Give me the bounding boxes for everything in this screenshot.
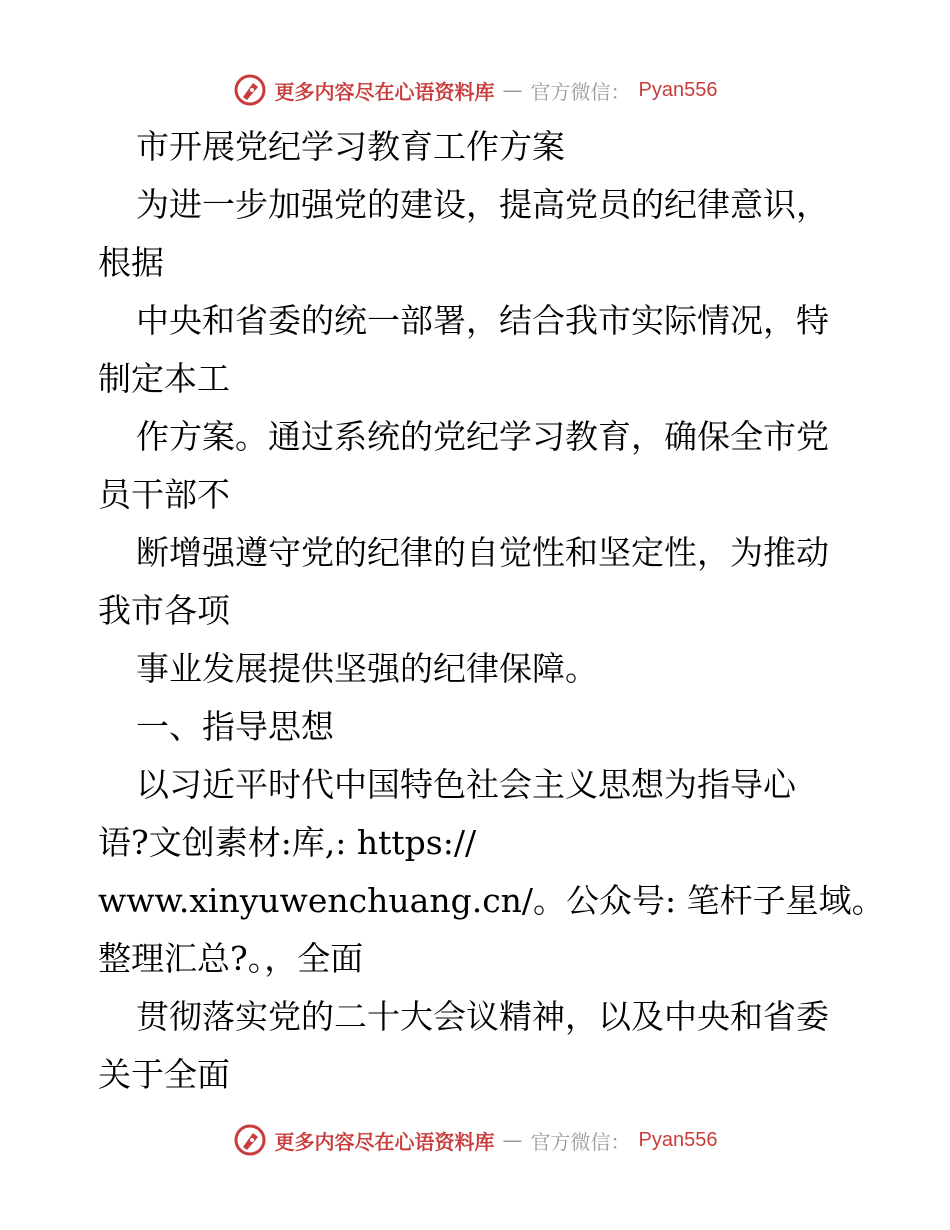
paragraph-line: 以习近平时代中国特色社会主义思想为指导心 xyxy=(136,765,796,804)
banner-dash: — xyxy=(502,78,523,102)
paragraph-line: www.xinyuwenchuang.cn/。公众号: 笔杆子星域。 xyxy=(98,881,885,920)
paragraph-line: 中央和省委的统一部署，结合我市实际情况，特 xyxy=(136,301,829,340)
paragraph-line: 断增强遵守党的纪律的自觉性和坚定性，为推动 xyxy=(136,533,829,572)
banner-title: 更多内容尽在心语资料库 xyxy=(274,79,495,104)
paragraph-line: 整理汇总?。，全面 xyxy=(98,939,364,978)
paragraph-line: 事业发展提供坚强的纪律保障。 xyxy=(136,649,598,688)
pen-nib-logo-icon xyxy=(233,1123,267,1157)
banner-title: 更多内容尽在心语资料库 xyxy=(274,1129,495,1154)
banner-official-label: 官方微信： xyxy=(530,79,631,104)
paragraph-line: 为进一步加强党的建设，提高党员的纪律意识， xyxy=(136,185,829,224)
banner-dash: — xyxy=(502,1128,523,1152)
paragraph-line: 关于全面 xyxy=(98,1055,230,1094)
document-title: 市开展党纪学习教育工作方案 xyxy=(136,127,565,166)
section-heading: 一、指导思想 xyxy=(136,707,334,746)
paragraph-line: 作方案。通过系统的党纪学习教育，确保全市党 xyxy=(136,417,829,456)
banner-wechat-id: Pyan556 xyxy=(638,78,718,101)
banner-official-label: 官方微信： xyxy=(530,1129,631,1154)
paragraph-line: 制定本工 xyxy=(98,359,230,398)
header-banner xyxy=(0,70,950,110)
paragraph-line: 语?文创素材:库,: https:// xyxy=(98,823,477,862)
paragraph-line: 我市各项 xyxy=(98,591,230,630)
paragraph-line: 根据 xyxy=(98,243,164,282)
footer-banner xyxy=(0,1120,950,1160)
paragraph-line: 贯彻落实党的二十大会议精神，以及中央和省委 xyxy=(136,997,829,1036)
pen-nib-logo-icon xyxy=(233,73,267,107)
banner-wechat-id: Pyan556 xyxy=(638,1128,718,1151)
paragraph-line: 员干部不 xyxy=(98,475,230,514)
document-body xyxy=(98,118,885,1104)
